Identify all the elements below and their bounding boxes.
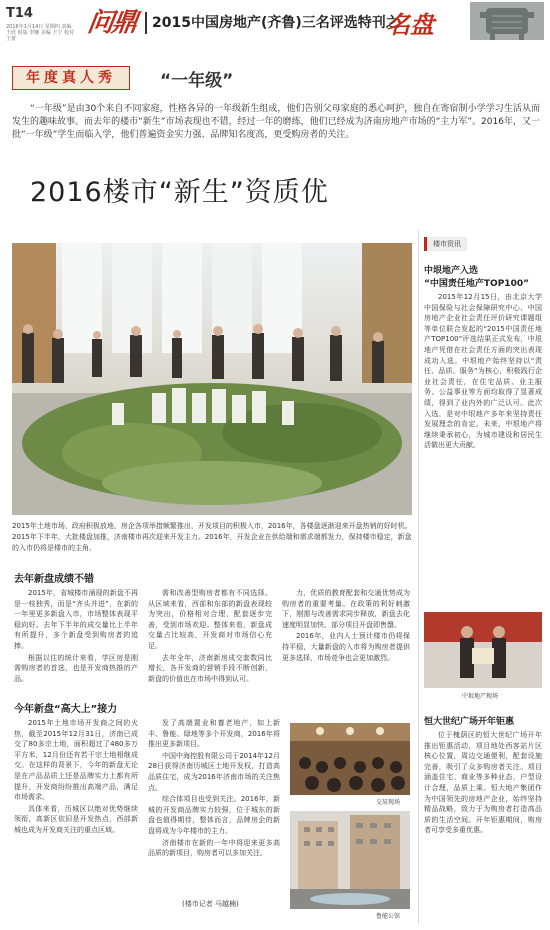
section2-col1-paragraph: 具体来看，历城区以绝对优势继续领衔，高新区依旧是开发热点，西部新城也成为开发商关注的重点区域。 <box>14 804 138 834</box>
page-headline: 2016楼市“新生”资质优 <box>30 177 329 208</box>
sidebar-headline-2: 恒大世纪广场开年钜惠 <box>424 717 515 727</box>
sidebar-headline-line2: “中国责任地产TOP100” <box>424 279 530 289</box>
luneng-residence-caption: 鲁能公馆 <box>376 913 401 920</box>
section1-column-3 <box>282 588 410 690</box>
section2-col1-paragraph: 2015年土地市场开发商之间的火热，截至2015年12月31日，济南已成交了80多宗土地，面积超过了480多万平方米，12月份还有若干宗土地相继成交。在这样的背景下，今年的新盘无论是在产品品质上还是品牌实力上都有所提升，开发商纷纷推出高端产品，满足市场需求。 <box>14 719 138 802</box>
masthead <box>0 0 550 44</box>
award-ceremony-illustration <box>424 612 542 688</box>
page-number: T14 <box>6 6 33 21</box>
masthead-logo: 问鼎 <box>85 8 138 38</box>
page-meta: 2016年1月14日 星期四 责编 王欣 组版 李娜 美编 王宁 校对 王蕾 <box>6 24 74 42</box>
section1-col2-paragraph: 去年全年，济南新房成交套数同比增长，各开发商的营销手段不断创新，新盘的价值也在市场中得到认可。 <box>148 653 272 683</box>
grade-title: “一年级” <box>160 71 234 91</box>
section2-col2-paragraph: 发了高端置业和養老地产，如上新丰、鲁能、绿地等多个开发商，2016年将推出更多新项目。 <box>148 719 280 749</box>
section1-col3-paragraph: 2016年，业内人士预计楼市仍将保持平稳，大量新盘的入市将为购房者提供更多选择，市场竞争也会更加激烈。 <box>282 632 410 662</box>
award-ceremony-photo <box>424 612 542 688</box>
banner-label: 年度真人秀 <box>26 70 116 86</box>
section1-title: 去年新盘成绩不错 <box>14 574 94 585</box>
sidebar-article-2 <box>424 730 542 924</box>
sidebar-photo-caption: 中垠地产现场 <box>462 693 499 700</box>
masthead-title-tail: 名盘 <box>386 10 434 39</box>
trading-floor-photo <box>290 723 410 795</box>
sales-center-photo <box>12 243 412 515</box>
section2-col3-paragraph: 综合体项目也受到关注。2016年，新城的开发商品牌实力较强，位于城东的新盘也值得期待，整体而言，品牌房企的新盘将成为今年楼市的主力。 <box>148 795 280 835</box>
sidebar-divider <box>418 230 419 925</box>
bronze-cauldron-icon <box>470 2 544 40</box>
sidebar-tag: 楼市资讯 <box>424 237 467 251</box>
section1-column-2 <box>148 588 272 690</box>
section2-title: 今年新盘“高大上”接力 <box>14 704 118 715</box>
section-banner <box>12 66 130 90</box>
sales-center-illustration <box>12 243 412 515</box>
sidebar-article-1 <box>424 292 542 608</box>
residence-illustration <box>290 811 410 909</box>
section2-col2-paragraph: 中国中海控股有限公司于2014年12月28日获得济南历城区土地开发权，打造高品质住宅，成为2016年济南市场的关注焦点。 <box>148 751 280 792</box>
sidebar-article-1-paragraph: 2015年12月15日，由北京大学中国保险与社会保障研究中心、中国房地产企业社会责任评价研究课题组等单位联合发起的“2015中国责任地产TOP100”评选结果正式发布，中垠地产凭借在社会责任方面的突出表现成功入选。中垠地产始终坚持以“责任、品质、服务”为核心，积极践行企业社会责任，在住宅品质、业主服务、公益事业等方面均取得了显著成绩，得到了业内外的广泛认可。此次入选，是对中垠地产多年来坚持责任发展理念的肯定。未来，中垠地产将继续秉承初心，为城市建设和居民生活做出更大贡献。 <box>424 293 542 450</box>
section2-column-2 <box>148 718 280 890</box>
section1-col1-paragraph: 2015年，省城楼市涌现的新盘不再是一枝独秀，而是“齐头并进”，在新的一年里更多新盘入市，市场整体表现平稳向好。去年下半年的成交量比上半年有所提升，多个新盘受到购房者的追捧。 <box>14 589 138 650</box>
section1-column-1 <box>14 588 138 690</box>
section1-col2-paragraph: 需和改善型购房者都有不同选择。从区域来看，西部和东部的新盘表现较为突出，价格相对合理，配套逐步完善，受到市场欢迎。整体来看，新盘成交量占比较高，开发商对市场信心充足。 <box>148 589 272 650</box>
masthead-title: 2015中国房地产(齐鲁)三名评选特刊之 <box>152 15 400 31</box>
sidebar-headline-line1: 中垠地产入选 <box>424 266 479 276</box>
section1-col3-paragraph: 力，优质的教育配套和交通优势成为购房者的重要考量。在政策的利好刺激下，刚需与改善需求同步释放，新盘去化速度明显加快，部分项目开盘即售罄。 <box>282 589 410 629</box>
trading-floor-caption: 交易现场 <box>376 799 401 806</box>
main-photo-caption: 2015年土地市场，政府积极放地，房企各项举措频繁推出，开发项目的积极入市，2016年，各楼盘逐渐迎来开盘热销的好时机。2015年下半年，大批楼盘加推，济南楼市再次迎来开发主力。2016年，开发企业在供给端和需求端都发力，保持楼市稳定，新盘的入市仍将是楼市的主角。 <box>12 522 412 552</box>
reporter-byline: (楼市记者 马越楠) <box>182 900 239 908</box>
luneng-residence-photo <box>290 811 410 909</box>
section1-col1-paragraph: 根据以往的统计来看，学区房是刚需购房者的首选，也是开发商热推的产品。 <box>14 653 138 683</box>
masthead-divider <box>145 12 147 34</box>
section2-col3-paragraph: 济南楼市在新的一年中将迎来更多高品质的新项目，购房者可以多加关注。 <box>148 838 280 858</box>
intro-paragraph: “一年级”是由30个来自不同家庭，性格各异的一年级新生组成，他们告别父母家庭的悉心呵护，独自在寄宿制小学学习生活从而发生的趣味故事。而去年的楼市“新生”市场表现也不错，经过一年的磨练，他们已经成为济南房地产市场的“主力军”。2016年，又一批“一年级”学生而临入学，他们普遍资金实力强、品牌知名度高，更受购房者的关注。 <box>12 104 540 140</box>
trading-floor-illustration <box>290 723 410 795</box>
section2-column-1 <box>14 718 138 924</box>
sidebar-article-2-paragraph: 位于槐荫区的恒大世纪广场开年推出钜惠活动，项目地处西客站片区核心位置，周边交通便利，配套设施完善，吸引了众多购房者关注。项目涵盖住宅、商业等多种业态，户型设计合理，品质上乘。恒大地产集团作为中国领先的房地产企业，始终坚持精品战略，致力于为购房者打造高品质的生活空间。开年钜惠期间，购房者可享受多重优惠。 <box>424 731 542 835</box>
